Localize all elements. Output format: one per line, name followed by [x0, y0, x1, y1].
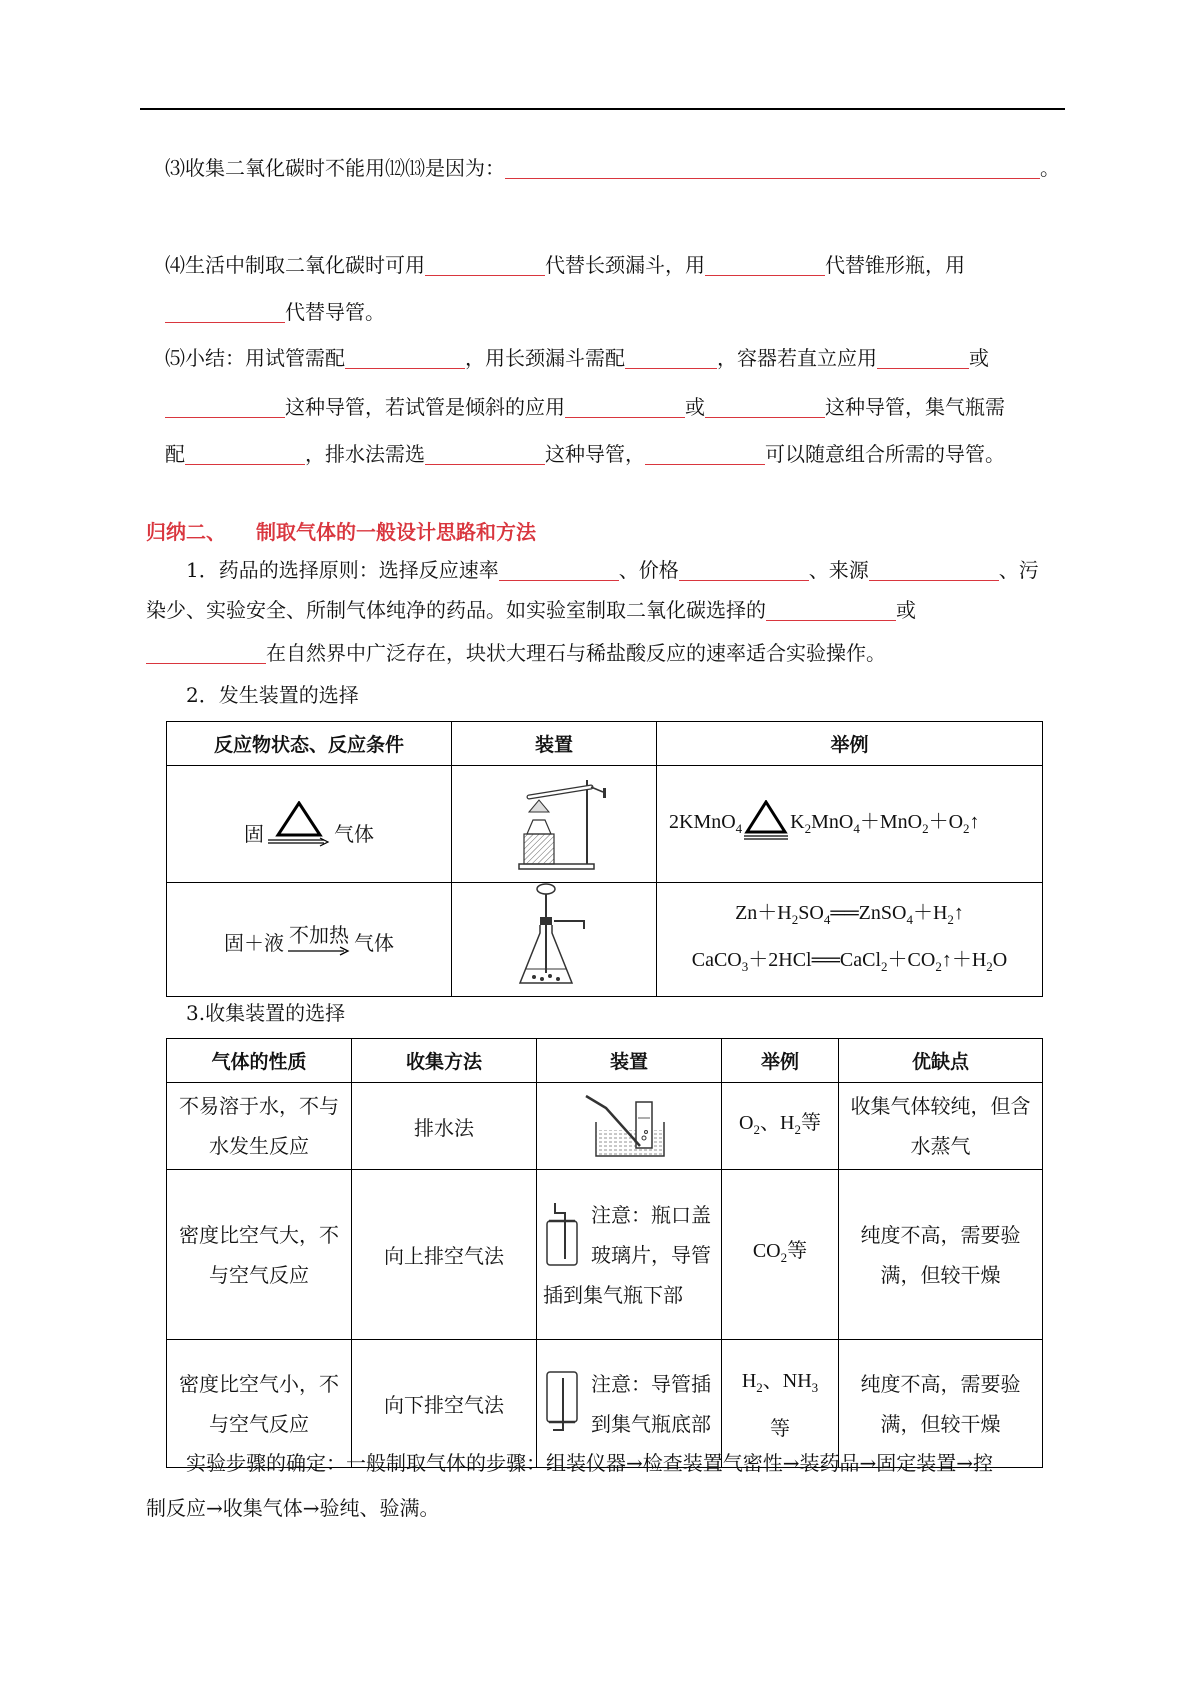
answer-blank[interactable] — [165, 395, 285, 418]
answer-blank[interactable] — [146, 641, 266, 664]
question-3: ⑶收集二氧化碳时不能用⑿⒀是因为： 。 — [165, 156, 1060, 180]
table-header: 举例 — [657, 722, 1043, 766]
triangle-heat-icon — [274, 801, 324, 837]
equals-icon — [744, 834, 788, 842]
water-displacement-apparatus-icon — [584, 1088, 674, 1160]
top-rule — [140, 108, 1065, 110]
no-heat-arrow: 不加热 — [288, 924, 350, 956]
collection-apparatus-table — [166, 1038, 1043, 1468]
method-cell: 向下排空气法 — [352, 1340, 537, 1468]
example-cell: $CO_2$等 — [722, 1170, 839, 1340]
paragraph-3: 3.收集装置的选择 — [186, 1001, 346, 1025]
example-cell — [657, 883, 1043, 997]
question-5-line3: 配 ，排水法需选 这种导管， 可以随意组合所需的导管。 — [165, 442, 1005, 466]
answer-blank[interactable] — [425, 442, 545, 465]
table-header: 收集方法 — [352, 1039, 537, 1083]
condition-cell — [167, 766, 452, 883]
table-row — [167, 1083, 1043, 1170]
paragraph-1-line3: 在自然界中广泛存在，块状大理石与稀盐酸反应的速率适合实验操作。 — [146, 638, 886, 668]
triangle-heat-icon — [744, 800, 788, 834]
table-header: 装置 — [452, 722, 657, 766]
gas-property-cell: 密度比空气大，不与空气反应 — [167, 1170, 352, 1340]
equation-caco3: $CaCO_3+2HCl══CaCl_2+CO_2↑+H_2O$ — [691, 948, 1008, 974]
example-cell: $H_2$、$NH_3$ 等 — [722, 1340, 839, 1468]
equation-kmno4: 2KMnO$_4$ $K_2MnO_4+MnO_2+O_2↑$ — [669, 811, 980, 833]
apparatus-cell — [452, 883, 657, 997]
table-header: 反应物状态、反应条件 — [167, 722, 452, 766]
paragraph-1-line2: 染少、实验安全、所制气体纯净的药品。如实验室制取二氧化碳选择的 或 — [146, 598, 916, 622]
reaction-condition: 固＋液 不加热 气体 — [224, 922, 394, 955]
generation-apparatus-table — [166, 721, 1043, 997]
method-cell: 向上排空气法 — [352, 1170, 537, 1340]
paragraph-1-line1: 1．药品的选择原则：选择反应速率 、价格 、来源 、污 — [186, 558, 1039, 582]
gas-property-cell: 密度比空气小，不与空气反应 — [167, 1340, 352, 1468]
condition-cell — [167, 883, 452, 997]
question-5-line2: 这种导管，若试管是倾斜的应用 或 这种导管，集气瓶需 — [165, 392, 1005, 422]
arrow-icon — [288, 946, 350, 956]
table-header: 举例 — [722, 1039, 839, 1083]
section-heading: 归纳二、 制取气体的一般设计思路和方法 — [146, 520, 536, 544]
downward-air-displacement-bottle-icon — [543, 1368, 585, 1438]
pros-cons-cell: 收集气体较纯，但含水蒸气 — [839, 1083, 1043, 1170]
answer-blank[interactable] — [625, 346, 717, 369]
answer-blank[interactable] — [565, 395, 685, 418]
answer-blank[interactable] — [645, 442, 765, 465]
example-cell: $O_2$、$H_2$等 — [722, 1083, 839, 1170]
table-row — [167, 1170, 1043, 1340]
answer-blank[interactable] — [869, 558, 999, 581]
table-header-row — [167, 722, 1043, 766]
answer-blank[interactable] — [499, 558, 619, 581]
answer-blank[interactable] — [705, 395, 825, 418]
note-text: 注意：瓶口盖玻璃片，导管插到集气瓶下部 — [543, 1202, 711, 1307]
reaction-condition: 固 气体 — [244, 801, 374, 847]
question-4-line2: 代替导管。 — [165, 297, 385, 327]
steps-line2: 制反应→收集气体→验纯、验满。 — [146, 1496, 440, 1520]
example-cell — [657, 766, 1043, 883]
answer-blank[interactable] — [705, 253, 825, 276]
method-cell: 排水法 — [352, 1083, 537, 1170]
steps-line1: 实验步骤的确定：一般制取气体的步骤：组装仪器→检查装置气密性→装药品→固定装置→控 — [186, 1451, 994, 1475]
note-text: 注意：导管插到集气瓶底部 — [591, 1371, 711, 1436]
table-row — [167, 766, 1043, 883]
arrow-icon — [268, 837, 330, 847]
answer-blank[interactable] — [766, 598, 896, 621]
apparatus-cell — [537, 1170, 722, 1340]
answer-blank[interactable] — [679, 558, 809, 581]
heat-arrow — [268, 801, 330, 847]
gas-property-cell: 不易溶于水，不与水发生反应 — [167, 1083, 352, 1170]
table-header: 优缺点 — [839, 1039, 1043, 1083]
heat-equals — [744, 800, 788, 842]
answer-blank[interactable] — [185, 442, 305, 465]
equation-zinc: $Zn+H_2SO_4══ZnSO_4+H_2↑$ — [735, 901, 964, 927]
answer-blank[interactable] — [345, 346, 465, 369]
answer-blank[interactable] — [505, 156, 1040, 179]
table-header: 气体的性质 — [167, 1039, 352, 1083]
conical-flask-funnel-apparatus-icon — [514, 883, 594, 991]
upward-air-displacement-bottle-icon — [543, 1199, 585, 1269]
apparatus-cell — [537, 1083, 722, 1170]
question-5-line1: ⑸小结：用试管需配 ，用长颈漏斗需配 ，容器若直立应用 或 — [165, 346, 989, 370]
table-row — [167, 883, 1043, 997]
table-header-row — [167, 1039, 1043, 1083]
answer-blank[interactable] — [877, 346, 969, 369]
pros-cons-cell: 纯度不高，需要验满，但较干燥 — [839, 1170, 1043, 1340]
paragraph-2: 2．发生装置的选择 — [186, 683, 359, 707]
question-4-line1: ⑷生活中制取二氧化碳时可用 代替长颈漏斗，用 代替锥形瓶，用 — [165, 253, 965, 277]
table-header: 装置 — [537, 1039, 722, 1083]
pros-cons-cell: 纯度不高，需要验满，但较干燥 — [839, 1340, 1043, 1468]
answer-blank[interactable] — [165, 300, 285, 323]
apparatus-cell — [452, 766, 657, 883]
answer-blank[interactable] — [425, 253, 545, 276]
heating-test-tube-apparatus-icon — [499, 772, 609, 872]
